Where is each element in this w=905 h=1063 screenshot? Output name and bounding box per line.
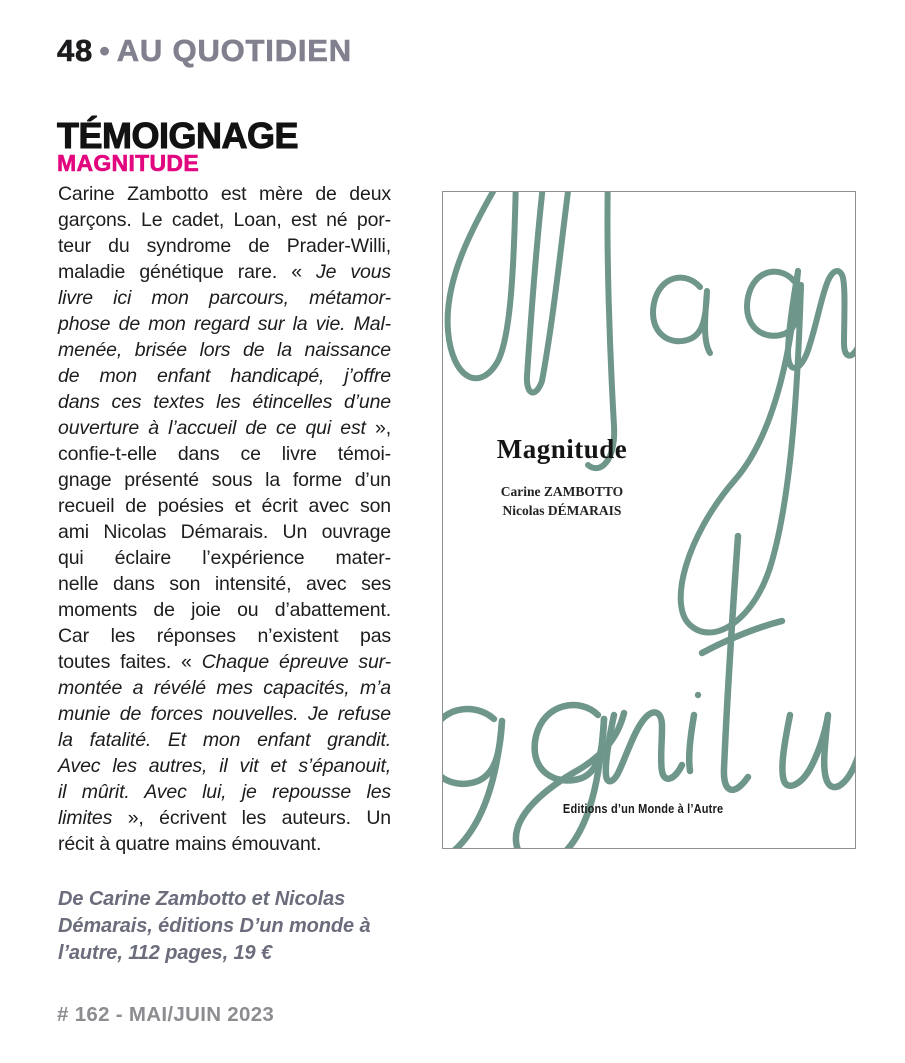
body-line [58,727,391,753]
article-body [58,181,391,857]
body-text-segment: Chaque épreuve sur- [201,651,391,673]
body-text-segment: munie de forces nouvelles. Je refuse [58,703,391,725]
body-line [58,519,391,545]
credit-line: l’autre, 112 pages, 19 € [58,942,273,964]
body-line [58,831,391,857]
body-text-segment: la fatalité. Et mon enfant grandit. [58,729,391,751]
body-line [58,441,391,467]
body-text-segment: confie-t-elle dans ce livre témoi- [58,443,391,465]
body-line [58,181,391,207]
section-title: AU QUOTIDIEN [116,33,352,68]
body-line [58,753,391,779]
article-credit [58,886,408,967]
body-line [58,623,391,649]
body-text-segment: récit à quatre mains émouvant. [58,833,322,855]
body-text-segment: nelle dans son intensité, avec ses [58,573,391,595]
body-line [58,675,391,701]
issue-footer: # 162 - MAI/JUIN 2023 [57,1003,275,1026]
body-text-segment: limites [58,807,113,829]
body-line [58,779,391,805]
body-text-segment: menée, brisée lors de la naissance [58,339,391,361]
article-kicker: TÉMOIGNAGE [57,115,299,156]
body-text-segment: Avec les autres, il vit et s’épanouit, [58,755,391,777]
body-text-segment: montée a révélé mes capacités, m’a [58,677,391,699]
book-author: Carine ZAMBOTTO [500,484,624,499]
body-text-segment: de mon enfant handicapé, j’offre [58,365,391,387]
body-line [58,337,391,363]
body-text-segment: maladie génétique rare. « [58,261,317,283]
book-publisher-text: Editions d’un Monde à l’Autre [562,802,724,816]
body-line [58,493,391,519]
body-text-segment: », [365,417,392,439]
cover-script-art [442,191,856,849]
body-text-segment: Carine Zambotto est mère de deux [58,183,391,205]
body-line [58,259,391,285]
body-text-segment: recueil de poésies et écrit avec son [58,495,391,517]
body-text-segment: teur du syndrome de Prader-Willi, [58,235,391,257]
body-line [58,207,391,233]
body-line [58,233,391,259]
book-cover [442,191,856,849]
body-text-segment: Car les réponses n’existent pas [58,625,391,647]
body-line [58,701,391,727]
body-text-segment: toutes faites. « [58,651,202,673]
page-number: 48 [57,33,94,68]
body-text-segment: ami Nicolas Démarais. Un ouvrage [58,521,391,543]
book-authors [443,482,681,520]
page-header [57,34,352,68]
body-line [58,571,391,597]
body-line [58,363,391,389]
body-text-segment: dans ces textes les étincelles d’une [58,391,391,413]
body-line [58,415,391,441]
body-text-segment: », écrivent les auteurs. Un [112,807,391,829]
body-text-segment: phose de mon regard sur la vie. Mal- [58,313,391,335]
body-text-segment: moments de joie ou d’abattement. [58,599,391,621]
body-text-segment: garçons. Le cadet, Loan, est né por- [58,209,391,231]
body-line [58,805,391,831]
body-line [58,649,391,675]
body-text-segment: qui éclaire l’expérience mater- [58,547,391,569]
cursive-script-magn [448,191,856,632]
bullet-separator-icon: • [99,33,111,68]
body-text-segment: livre ici mon parcours, métamor- [58,287,391,309]
book-publisher [443,802,843,816]
book-title: Magnitude [496,434,628,464]
body-text-segment: gnage présenté sous la forme d’un [58,469,391,491]
body-line [58,467,391,493]
body-text-segment: il mûrit. Avec lui, je repousse les [58,781,391,803]
book-author: Nicolas DÉMARAIS [502,503,622,518]
body-line [58,597,391,623]
credit-line: Démarais, éditions D’un monde à [58,915,371,937]
body-text-segment: Je vous [316,261,392,283]
body-line [58,285,391,311]
body-line [58,389,391,415]
credit-line: De Carine Zambotto et Nicolas [58,888,346,910]
body-text-segment: ouverture à l’accueil de ce qui est [58,417,366,439]
body-line [58,311,391,337]
article-title: MAGNITUDE [57,150,199,176]
body-line [58,545,391,571]
